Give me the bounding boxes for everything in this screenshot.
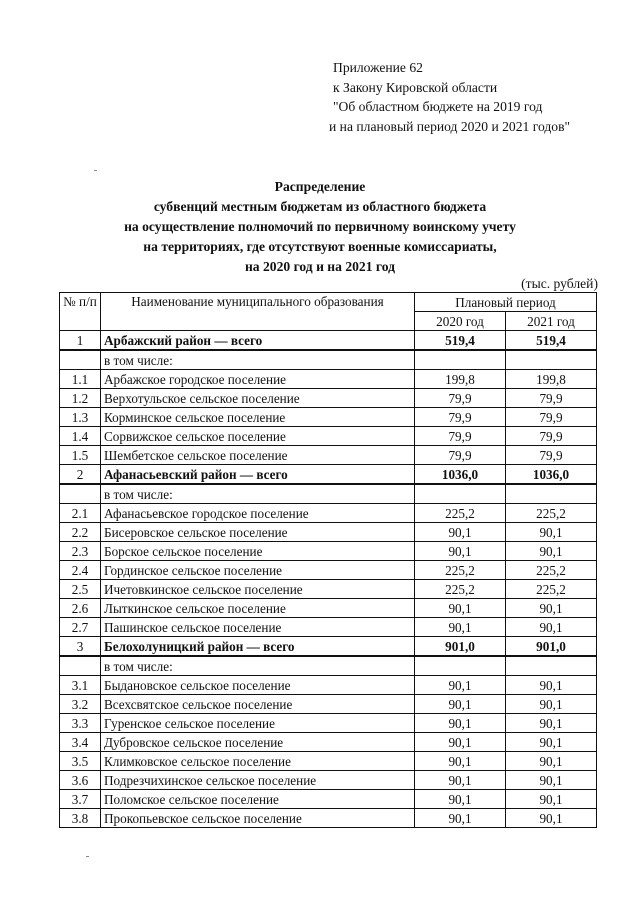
table-row: [60, 542, 597, 561]
row-name: Прокопьевское сельское поселение: [101, 809, 415, 828]
row-value-2020: 90,1: [415, 676, 506, 695]
row-value-2021: 90,1: [506, 752, 597, 771]
row-name: Пашинское сельское поселение: [101, 618, 415, 637]
row-value-2021: [506, 484, 597, 504]
appendix-line: и на плановый период 2020 и 2021 годов": [329, 118, 571, 134]
row-number: 1.1: [60, 370, 101, 389]
table-row: [60, 752, 597, 771]
row-name: Бисеровское сельское поселение: [101, 523, 415, 542]
row-value-2021: [506, 350, 597, 370]
table-row: [60, 408, 597, 427]
row-value-2020: 90,1: [415, 809, 506, 828]
table-row: [60, 370, 597, 389]
row-value-2020: 1036,0: [415, 465, 506, 485]
table-row: [60, 350, 597, 370]
row-name: Быдановское сельское поселение: [101, 676, 415, 695]
scan-speck: [94, 170, 97, 171]
row-number: 3.1: [60, 676, 101, 695]
title-line: субвенций местным бюджетам из областного бюджета: [153, 199, 487, 214]
table-row: [60, 484, 597, 504]
title-line: на территориях, где отсутствуют военные комиссариаты,: [143, 239, 497, 254]
table-row: [60, 771, 597, 790]
row-number: 2.1: [60, 504, 101, 523]
row-name: Белохолуницкий район — всего: [101, 637, 415, 657]
row-name: Лыткинское сельское поселение: [101, 599, 415, 618]
row-number: 1.2: [60, 389, 101, 408]
row-number: [60, 484, 101, 504]
unit-label: (тыс. рублей): [521, 276, 598, 291]
row-value-2020: [415, 656, 506, 676]
title-line: Распределение: [274, 179, 366, 194]
row-value-2020: 90,1: [415, 599, 506, 618]
row-value-2021: 225,2: [506, 561, 597, 580]
row-value-2021: 225,2: [506, 504, 597, 523]
row-name: Поломское сельское поселение: [101, 790, 415, 809]
row-value-2021: 90,1: [506, 733, 597, 752]
row-name: Арбажское городское поселение: [101, 370, 415, 389]
row-name: в том числе:: [101, 656, 415, 676]
table-row: [60, 580, 597, 599]
table-row: [60, 790, 597, 809]
row-number: 3.5: [60, 752, 101, 771]
row-value-2021: 225,2: [506, 580, 597, 599]
row-name: в том числе:: [101, 350, 415, 370]
row-name: Ичетовкинское сельское поселение: [101, 580, 415, 599]
title-line: на осуществление полномочий по первичному воинскому учету: [124, 219, 516, 234]
appendix-line: "Об областном бюджете на 2019 год: [333, 99, 543, 114]
row-value-2020: 79,9: [415, 389, 506, 408]
row-number: 2.6: [60, 599, 101, 618]
appendix-header: [329, 58, 571, 136]
appendix-line: к Закону Кировской области: [333, 79, 498, 95]
table-row-total: [60, 465, 597, 485]
row-number: 2.3: [60, 542, 101, 561]
row-value-2021: 90,1: [506, 618, 597, 637]
row-number: 1.4: [60, 427, 101, 446]
row-value-2020: 225,2: [415, 561, 506, 580]
table-row: [60, 676, 597, 695]
row-value-2020: 225,2: [415, 504, 506, 523]
row-number: 3.2: [60, 695, 101, 714]
row-value-2021: 90,1: [506, 542, 597, 561]
table-row: [60, 733, 597, 752]
row-value-2021: 90,1: [506, 676, 597, 695]
row-value-2020: 90,1: [415, 542, 506, 561]
row-number: 1.3: [60, 408, 101, 427]
row-name: Борское сельское поселение: [101, 542, 415, 561]
row-number: 3.6: [60, 771, 101, 790]
row-value-2020: [415, 350, 506, 370]
row-number: [60, 656, 101, 676]
row-name: Всехсвятское сельское поселение: [101, 695, 415, 714]
row-number: 3.4: [60, 733, 101, 752]
table-row: [60, 599, 597, 618]
row-value-2020: 90,1: [415, 618, 506, 637]
header-num: № п/п: [60, 293, 101, 331]
row-value-2020: 225,2: [415, 580, 506, 599]
row-number: 3.7: [60, 790, 101, 809]
table-row: [60, 446, 597, 465]
header-name: Наименование муниципального образования: [101, 293, 415, 331]
row-number: 2: [60, 465, 101, 485]
row-name: Афанасьевское городское поселение: [101, 504, 415, 523]
row-name: Шембетское сельское поселение: [101, 446, 415, 465]
table-row: [60, 809, 597, 828]
table-row-total: [60, 331, 597, 351]
table-row: [60, 618, 597, 637]
table-row: [60, 656, 597, 676]
table-row: [60, 523, 597, 542]
row-name: в том числе:: [101, 484, 415, 504]
row-value-2021: 90,1: [506, 523, 597, 542]
appendix-line: Приложение 62: [333, 60, 423, 75]
row-name: Гординское сельское поселение: [101, 561, 415, 580]
title-line: на 2020 год и на 2021 год: [244, 259, 396, 274]
row-value-2021: [506, 656, 597, 676]
row-value-2020: 901,0: [415, 637, 506, 657]
row-value-2020: 90,1: [415, 771, 506, 790]
row-number: [60, 350, 101, 370]
row-value-2020: [415, 484, 506, 504]
row-value-2020: 90,1: [415, 733, 506, 752]
row-value-2021: 519,4: [506, 331, 597, 351]
row-number: 3: [60, 637, 101, 657]
row-value-2021: 79,9: [506, 408, 597, 427]
scan-speck: [86, 856, 89, 857]
row-name: Арбажский район — всего: [101, 331, 415, 351]
row-number: 2.4: [60, 561, 101, 580]
row-value-2021: 1036,0: [506, 465, 597, 485]
row-number: 1.5: [60, 446, 101, 465]
row-value-2021: 90,1: [506, 771, 597, 790]
row-value-2020: 90,1: [415, 695, 506, 714]
row-value-2020: 90,1: [415, 523, 506, 542]
header-2020: 2020 год: [415, 312, 506, 331]
row-name: Корминское сельское поселение: [101, 408, 415, 427]
row-value-2021: 901,0: [506, 637, 597, 657]
row-name: Афанасьевский район — всего: [101, 465, 415, 485]
row-value-2020: 90,1: [415, 752, 506, 771]
header-2021: 2021 год: [506, 312, 597, 331]
row-value-2021: 79,9: [506, 427, 597, 446]
row-name: Климковское сельское поселение: [101, 752, 415, 771]
table-row-total: [60, 637, 597, 657]
row-number: 2.7: [60, 618, 101, 637]
row-value-2021: 79,9: [506, 446, 597, 465]
document-title: [0, 177, 640, 277]
row-value-2021: 90,1: [506, 809, 597, 828]
row-value-2020: 519,4: [415, 331, 506, 351]
table-row: [60, 695, 597, 714]
row-value-2020: 79,9: [415, 446, 506, 465]
table-row: [60, 561, 597, 580]
row-number: 3.3: [60, 714, 101, 733]
row-name: Подрезчихинское сельское поселение: [101, 771, 415, 790]
row-value-2020: 79,9: [415, 427, 506, 446]
row-name: Сорвижское сельское поселение: [101, 427, 415, 446]
row-value-2020: 90,1: [415, 790, 506, 809]
row-value-2020: 199,8: [415, 370, 506, 389]
row-number: 2.2: [60, 523, 101, 542]
row-number: 1: [60, 331, 101, 351]
row-number: 3.8: [60, 809, 101, 828]
table-row: [60, 427, 597, 446]
table-row: [60, 714, 597, 733]
row-value-2021: 79,9: [506, 389, 597, 408]
row-name: Верхотульское сельское поселение: [101, 389, 415, 408]
row-value-2021: 90,1: [506, 790, 597, 809]
header-period: Плановый период: [415, 293, 597, 312]
table-row: [60, 504, 597, 523]
row-value-2020: 90,1: [415, 714, 506, 733]
subvention-table: [59, 292, 597, 828]
row-value-2020: 79,9: [415, 408, 506, 427]
row-value-2021: 90,1: [506, 599, 597, 618]
table-row: [60, 389, 597, 408]
row-name: Дубровское сельское поселение: [101, 733, 415, 752]
row-value-2021: 90,1: [506, 695, 597, 714]
row-number: 2.5: [60, 580, 101, 599]
table-header-row: [60, 293, 597, 312]
row-name: Гуренское сельское поселение: [101, 714, 415, 733]
row-value-2021: 90,1: [506, 714, 597, 733]
row-value-2021: 199,8: [506, 370, 597, 389]
